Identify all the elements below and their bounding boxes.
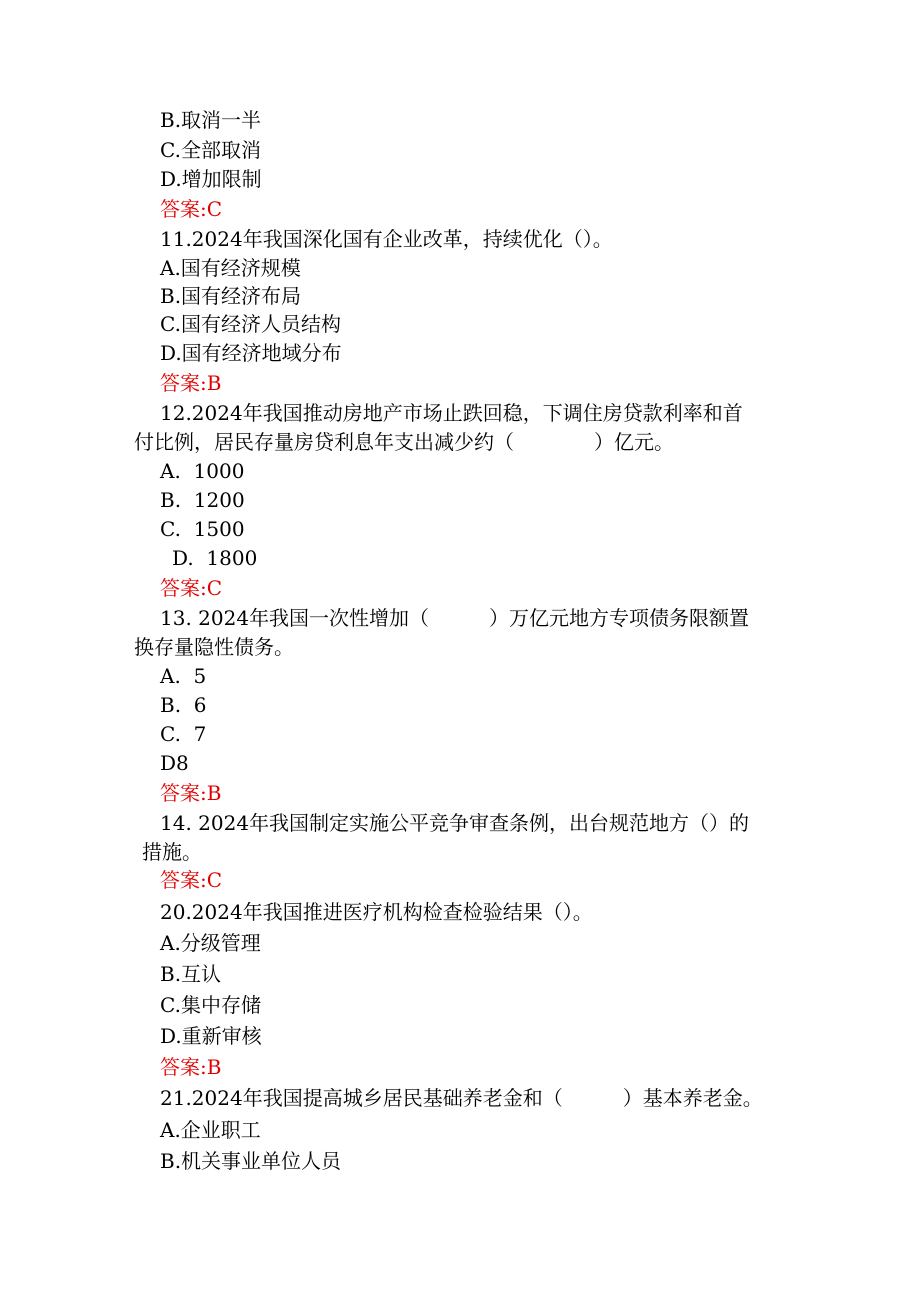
q13-question-line2: 换存量隐性债务。 <box>134 635 294 659</box>
q12-question-line1: 12.2024年我国推动房地产市场止跌回稳，下调住房贷款利率和首 <box>160 401 743 425</box>
q20-option-b: B.互认 <box>160 962 222 986</box>
q10-option-d: D.增加限制 <box>160 167 262 191</box>
q13-option-d: D8 <box>160 751 189 775</box>
q20-option-c: C.集中存储 <box>160 993 261 1017</box>
q13-question-line1: 13. 2024年我国一次性增加（ ）万亿元地方专项债务限额置 <box>160 606 750 630</box>
q21-option-b: B.机关事业单位人员 <box>160 1149 342 1173</box>
q13-option-a: A. 5 <box>160 664 207 688</box>
q10-option-b: B.取消一半 <box>160 108 262 132</box>
q14-answer: 答案:C <box>160 868 223 892</box>
q20-option-d: D.重新审核 <box>160 1024 262 1048</box>
q12-option-d: D. 1800 <box>172 546 258 570</box>
q11-option-b: B.国有经济布局 <box>160 284 302 308</box>
q13-option-b: B. 6 <box>160 693 207 717</box>
q12-question-line2: 付比例，居民存量房贷利息年支出减少约（ ）亿元。 <box>134 430 674 454</box>
q11-option-d: D.国有经济地域分布 <box>160 341 342 365</box>
q14-question-line2: 措施。 <box>142 840 202 864</box>
q13-option-c: C. 7 <box>160 722 207 746</box>
q11-option-a: A.国有经济规模 <box>160 256 301 280</box>
q11-answer: 答案:B <box>160 371 222 395</box>
q21-question: 21.2024年我国提高城乡居民基础养老金和（ ）基本养老金。 <box>160 1086 763 1110</box>
q21-option-a: A.企业职工 <box>160 1118 261 1142</box>
q12-option-b: B. 1200 <box>160 488 245 512</box>
q11-question: 11.2024年我国深化国有企业改革，持续优化（）。 <box>160 227 613 251</box>
q12-option-c: C. 1500 <box>160 517 245 541</box>
q12-answer: 答案:C <box>160 576 223 600</box>
q10-option-c: C.全部取消 <box>160 138 261 162</box>
q20-question: 20.2024年我国推进医疗机构检查检验结果（）。 <box>160 900 593 924</box>
q14-question-line1: 14. 2024年我国制定实施公平竞争审查条例，出台规范地方（）的 <box>160 811 750 835</box>
q20-answer: 答案:B <box>160 1055 222 1079</box>
q12-option-a: A. 1000 <box>160 459 245 483</box>
q10-answer: 答案:C <box>160 197 223 221</box>
q13-answer: 答案:B <box>160 781 222 805</box>
q11-option-c: C.国有经济人员结构 <box>160 312 341 336</box>
q20-option-a: A.分级管理 <box>160 931 261 955</box>
